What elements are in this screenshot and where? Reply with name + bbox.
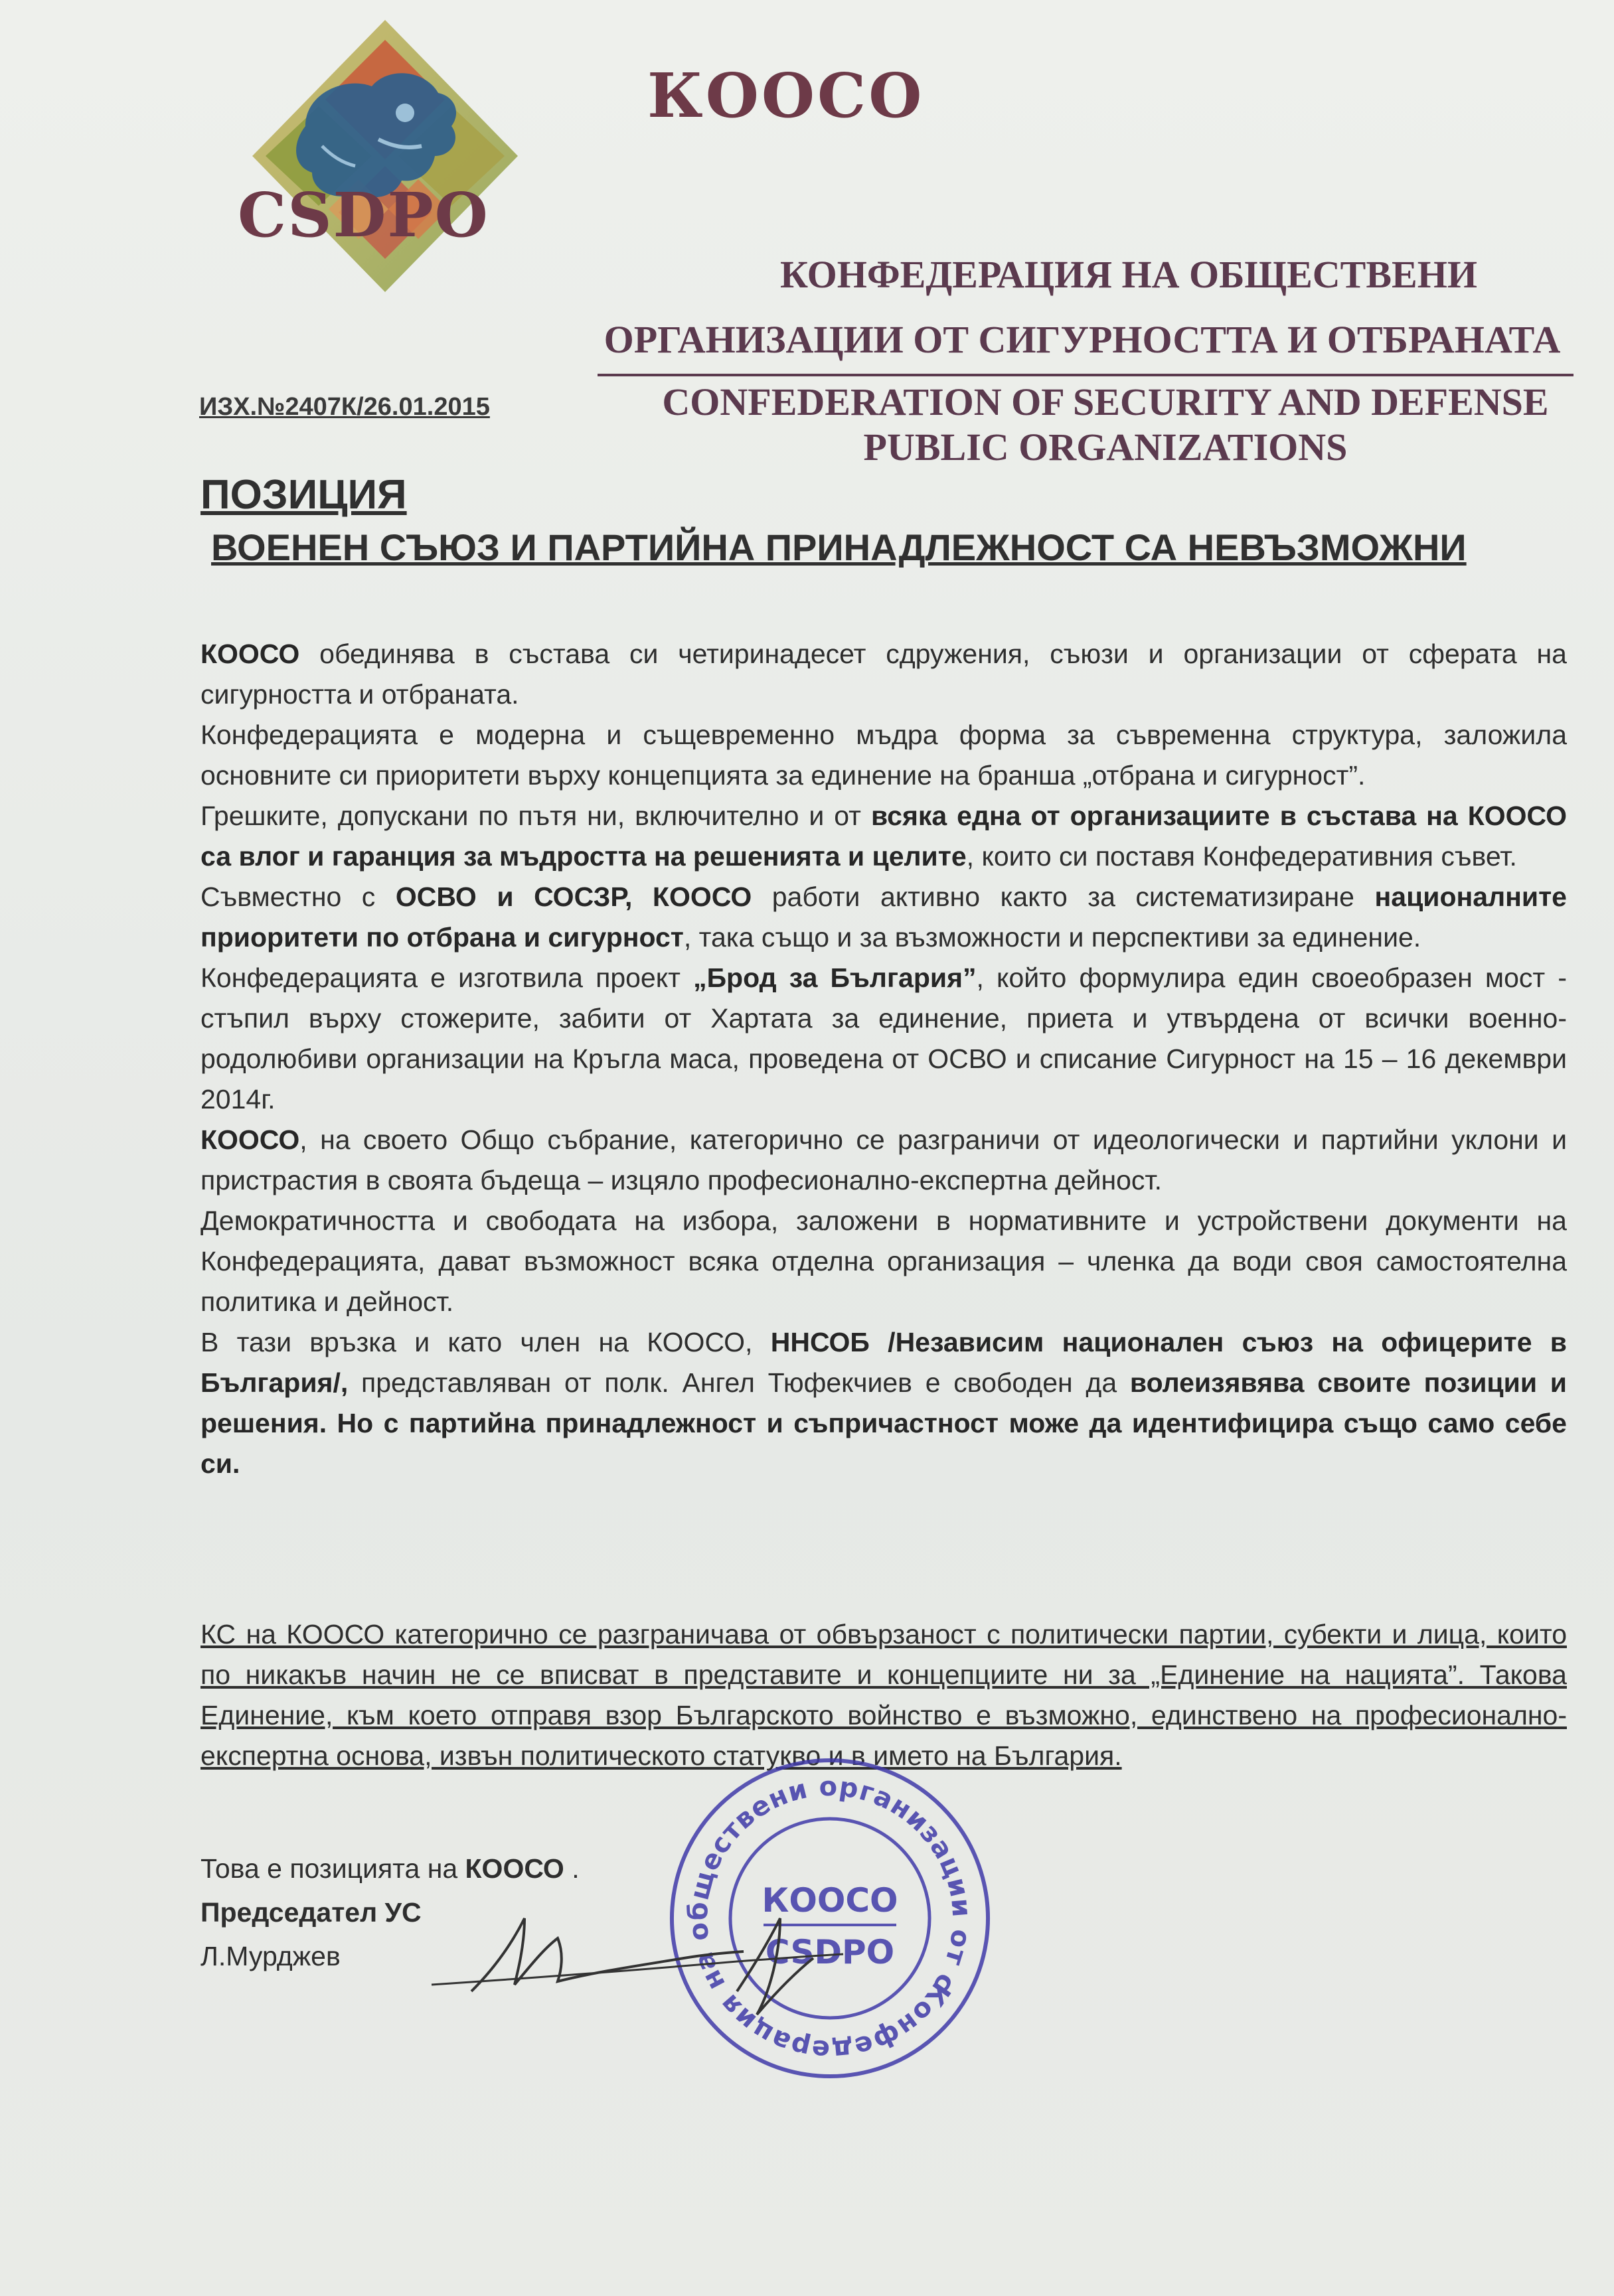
organization-logo <box>206 13 925 292</box>
paragraph-7: Демократичността и свободата на избора, заложени в нормативните и устройствени документи на Конфедерацията, дават възможност всяка отделна организация – членка да води своя самостоятелна политика и дейност. <box>201 1205 1567 1317</box>
seal-ring-text: Конфедерация на обществени организации от сигурността <box>683 1771 977 2066</box>
paragraph-5: Конфедерацията е изготвила проект „Брод за България”, който формулира един своеобразен мост - стъпил върху стожерите, забити от Хартата за единение, приета и утвърдена от всички военно-родолюбиви организации на Кръгла маса, проведена от ОСВО и списание Сигурност на 15 – 16 декември 2014г. <box>201 962 1568 1114</box>
signature-line-3: Л.Мурджев <box>201 1941 341 1971</box>
signature-scribble-icon <box>425 1892 850 2025</box>
paragraph-3: Грешките, допускани по пътя ни, включително и от всяка една от организациите в състава на КООСО са влог и гаранция за мъдростта на решенията и целите, които си поставя Конфедеративния съвет. <box>201 801 1568 872</box>
document-body <box>201 634 1567 1484</box>
header-bg-line2: ОРГАНИЗАЦИИ ОТ СИГУРНОСТТА И ОТБРАНАТА <box>604 318 1561 361</box>
paragraph-2: Конфедерацията е модерна и същевременно мъдра форма за съвременна структура, заложила основните си приоритети върху концепцията за единение на бранша „отбрана и сигурност”. <box>201 720 1567 791</box>
paragraph-6: КООСО, на своето Общо събрание, категорично се разграничи от идеологически и партийни уклони и пристрастия в своята бъдеща – изцяло професионално-експертна дейност. <box>201 1124 1567 1195</box>
document-heading: ПОЗИЦИЯ <box>201 472 407 518</box>
reference-number: ИЗХ.№2407К/26.01.2015 <box>199 393 490 421</box>
header-en-line2: PUBLIC ORGANIZATIONS <box>863 425 1348 469</box>
header-en-line1: CONFEDERATION OF SECURITY AND DEFENSE <box>662 380 1549 423</box>
paragraph-1: КООСО обединява в състава си четиринадесет сдружения, съюзи и организации от сферата на сигурността и отбраната. <box>201 639 1567 710</box>
signature-line-2: Председател УС <box>201 1897 422 1928</box>
logo-text-kooso: КООСО <box>647 60 925 131</box>
header-divider <box>598 374 1574 376</box>
header-bg-line1: КОНФЕДЕРАЦИЯ НА ОБЩЕСТВЕНИ <box>780 253 1477 296</box>
document-subheading: ВОЕНЕН СЪЮЗ И ПАРТИЙНА ПРИНАДЛЕЖНОСТ СА НЕВЪЗМОЖНИ <box>211 526 1467 568</box>
paragraph-8: В тази връзка и като член на КООСО, ННСОБ /Независим национален съюз на офицерите в България/, представляван от полк. Ангел Тюфекчиев е свободен да волеизявява своите позиции и решения. Но с партийна принадлежност и съпричастност може да идентифицира също само себе си. <box>201 1327 1568 1479</box>
closing-statement: КС на КООСО категорично се разграничава от обвързаност с политически партии, субекти и лица, които по никакъв начин не се вписват в представите и концепциите ни за „Единение на нацията”. Такова Единение, към което отправя взор Българското войнство е възможно, единствено на професионално-експертна основа, извън политическото статукво и в името на България. <box>201 1619 1567 1771</box>
handwritten-signature <box>425 1892 850 2025</box>
seal-center-bottom: CSDPO <box>765 1933 895 1971</box>
paragraph-4: Съвместно с ОСВО и СОСЗР, КООСО работи активно както за систематизиране националните приоритети по отбрана и сигурност, така също и за възможности и перспективи за единение. <box>201 881 1567 953</box>
logo-text-csdpo: CSDPO <box>238 179 489 251</box>
seal-center-top: КООСО <box>762 1881 898 1920</box>
signature-line-1: Това е позицията на КООСО . <box>201 1853 580 1884</box>
